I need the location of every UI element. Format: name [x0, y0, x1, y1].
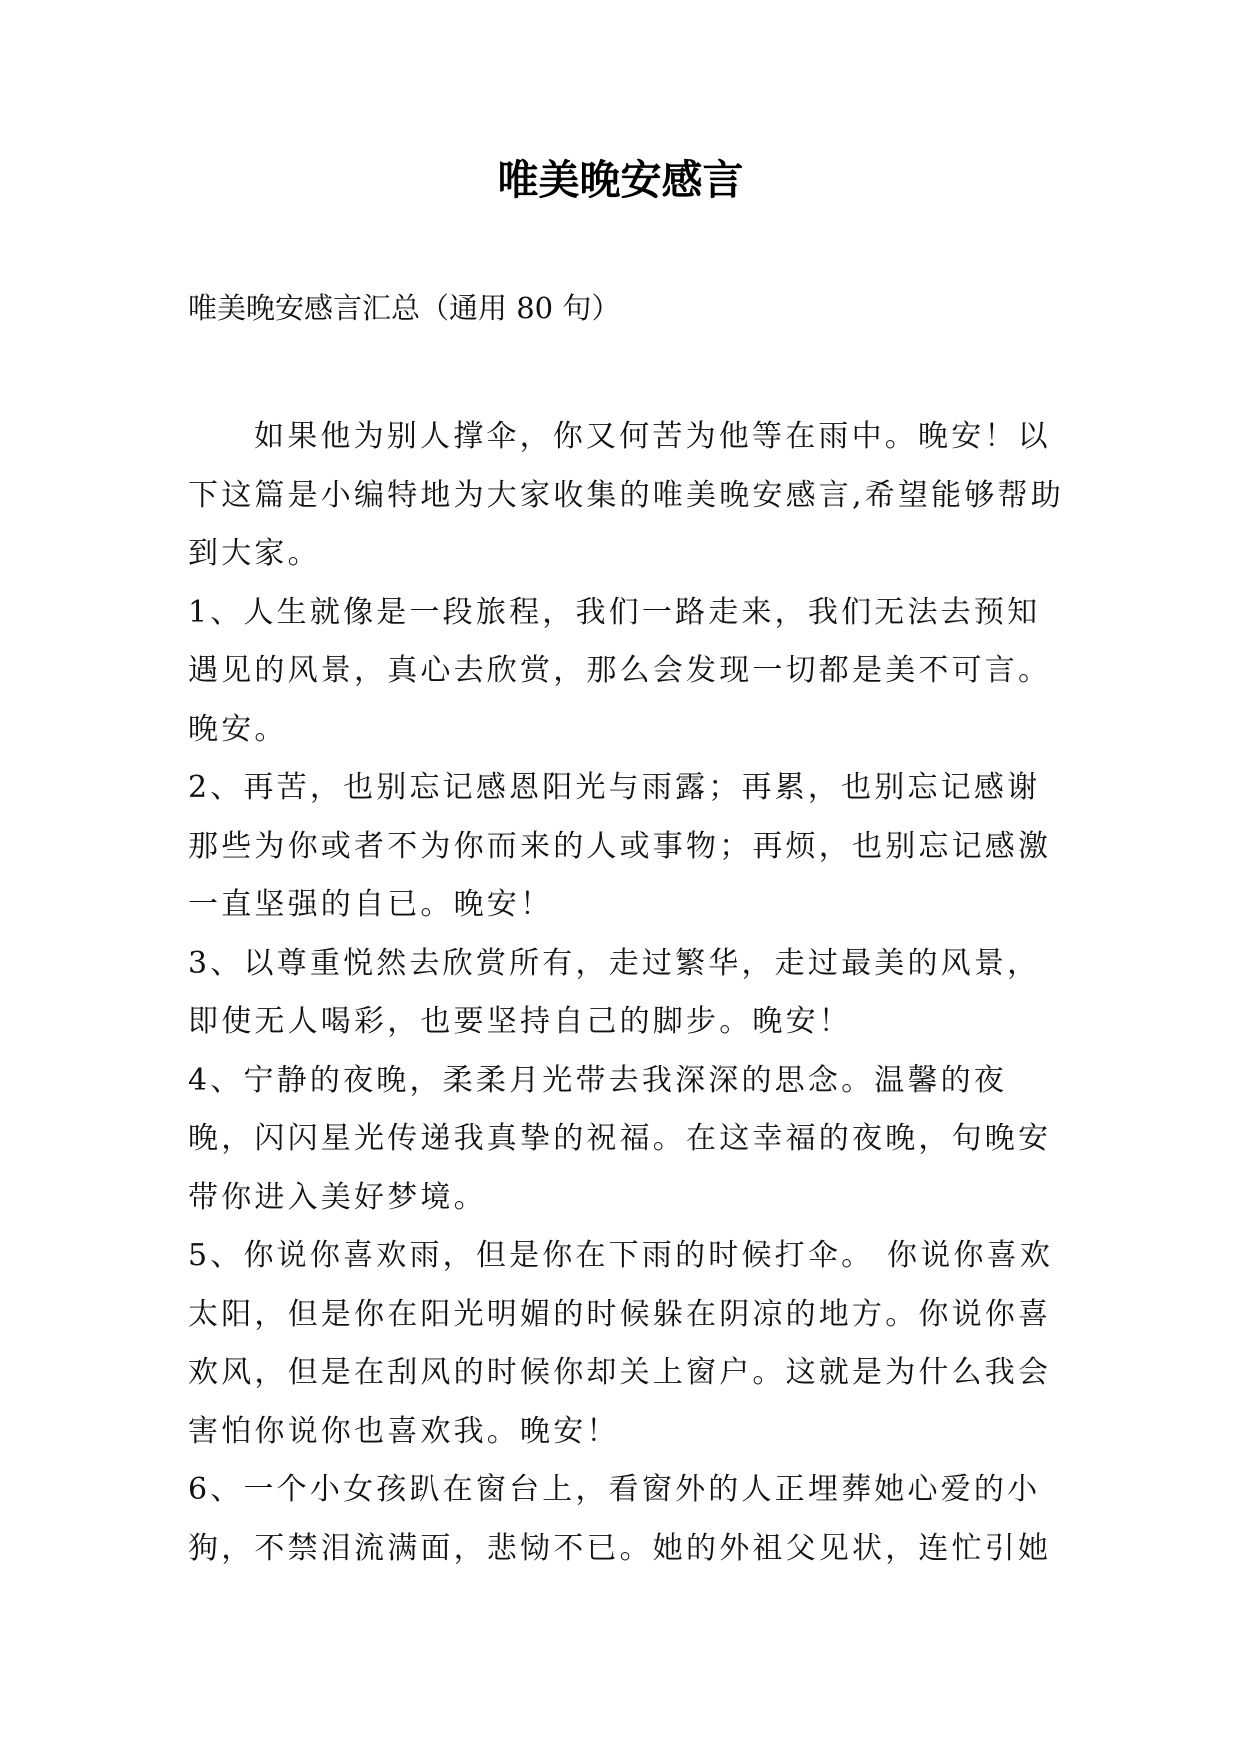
document-body	[188, 408, 1068, 1578]
list-item: 5、你说你喜欢雨，但是你在下雨的时候打伞。 你说你喜欢太阳，但是你在阳光明媚的时候躲在阴凉的地方。你说你喜欢风，但是在刮风的时候你却关上窗户。这就是为什么我会害怕你说你也喜欢我。晚安！	[188, 1238, 1054, 1449]
list-item: 4、宁静的夜晚，柔柔月光带去我深深的思念。温馨的夜晚，闪闪星光传递我真挚的祝福。在这幸福的夜晚，句晚安带你进入美好梦境。	[188, 1062, 1052, 1215]
list-item: 3、以尊重悦然去欣赏所有，走过繁华，走过最美的风景，即使无人喝彩，也要坚持自己的脚步。晚安！	[188, 945, 1041, 1039]
list-item: 1、人生就像是一段旅程，我们一路走来，我们无法去预知遇见的风景，真心去欣赏，那么会发现一切都是美不可言。晚安。	[188, 594, 1052, 747]
list-item: 6、一个小女孩趴在窗台上，看窗外的人正埋葬她心爱的小狗，不禁泪流满面，悲恸不已。她的外祖父见状，连忙引她	[188, 1472, 1052, 1566]
intro-paragraph: 如果他为别人撑伞，你又何苦为他等在雨中。晚安！以下这篇是小编特地为大家收集的唯美晚安感言,希望能够帮助到大家。	[188, 419, 1064, 571]
document-subtitle: 唯美晚安感言汇总（通用 80 句）	[188, 291, 621, 325]
document-title: 唯美晚安感言	[497, 156, 744, 204]
list-item: 2、再苦，也别忘记感恩阳光与雨露；再累，也别忘记感谢那些为你或者不为你而来的人或事物；再烦，也别忘记感激一直坚强的自已。晚安！	[188, 770, 1052, 922]
